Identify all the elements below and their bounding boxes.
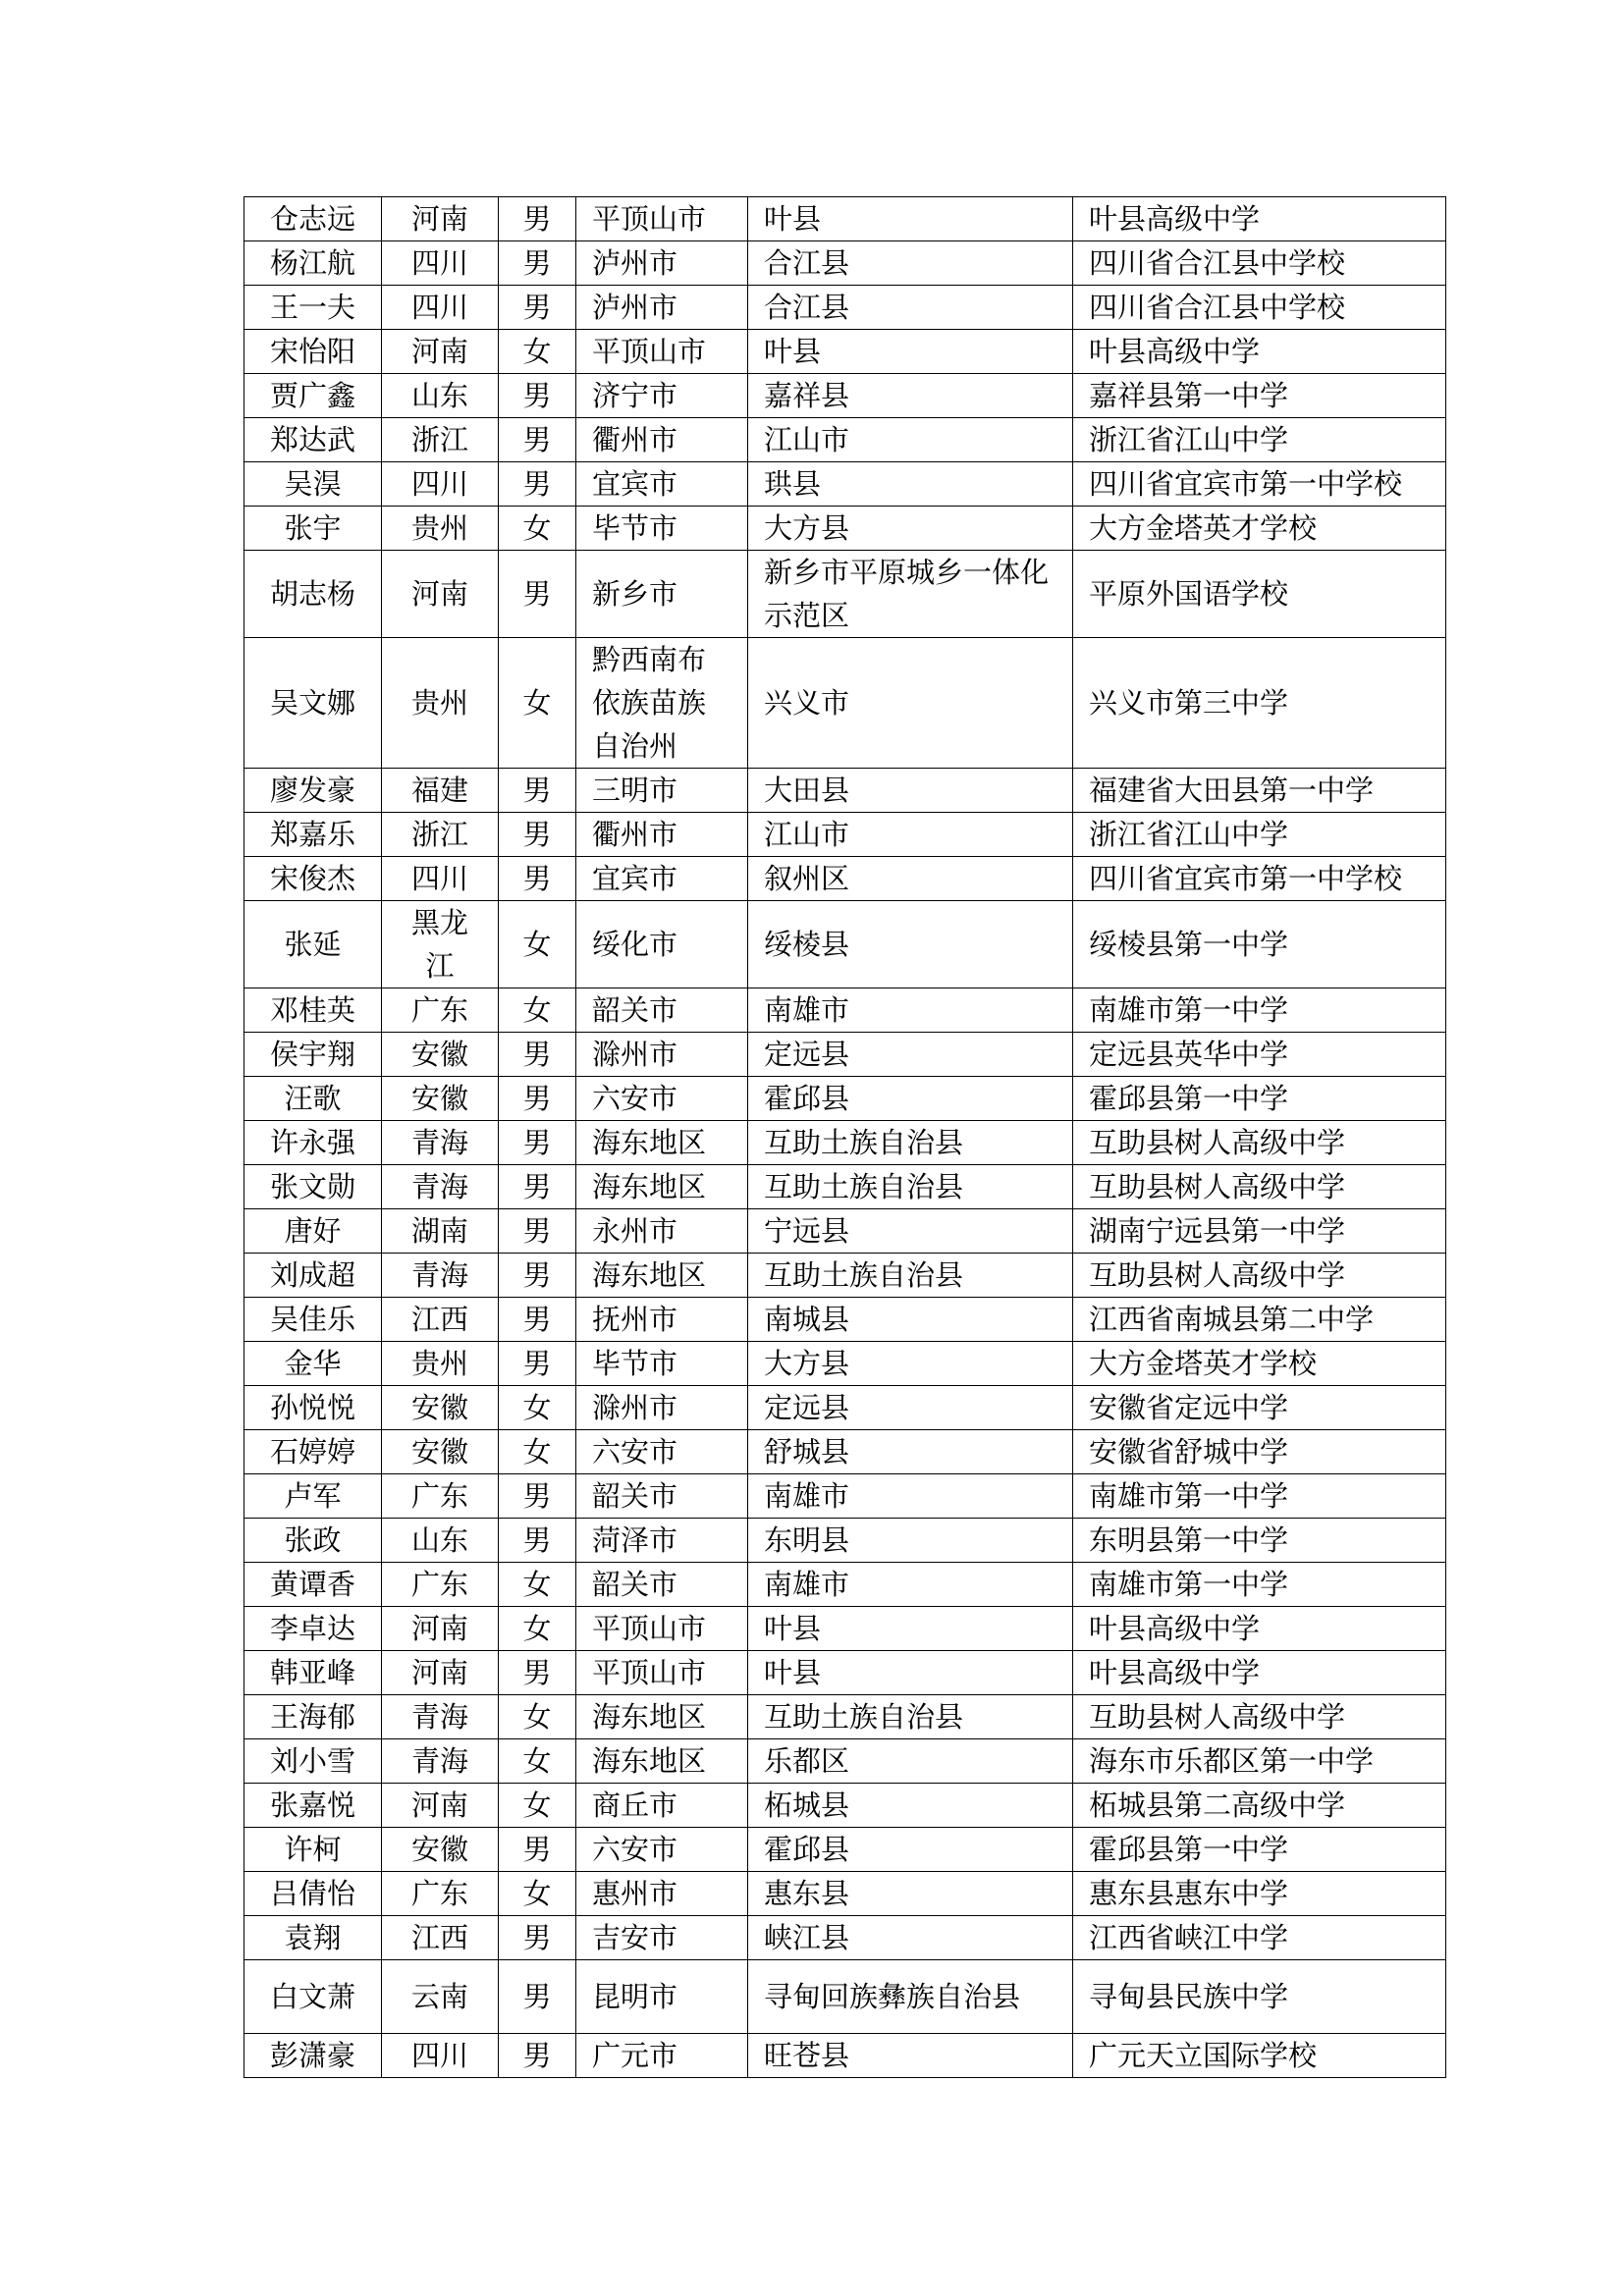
- school-cell: 叶县高级中学: [1073, 197, 1446, 241]
- name-cell: 王海郁: [244, 1695, 382, 1739]
- county-cell: 舒城县: [748, 1430, 1073, 1474]
- sex-cell: 男: [499, 1828, 576, 1872]
- table-row: [244, 241, 1446, 286]
- city-cell: 平顶山市: [576, 197, 748, 241]
- province-cell: 广东: [382, 988, 499, 1033]
- table-row: [244, 1784, 1446, 1828]
- county-cell: 绥棱县: [748, 901, 1073, 988]
- table-row: [244, 1651, 1446, 1695]
- province-cell: 云南: [382, 1960, 499, 2034]
- school-cell: 大方金塔英才学校: [1073, 507, 1446, 551]
- sex-cell: 女: [499, 1695, 576, 1739]
- province-cell: 山东: [382, 1519, 499, 1563]
- city-cell: 吉安市: [576, 1916, 748, 1960]
- school-cell: 南雄市第一中学: [1073, 1474, 1446, 1519]
- name-cell: 黄谭香: [244, 1563, 382, 1607]
- province-cell: 河南: [382, 330, 499, 374]
- name-cell: 白文萧: [244, 1960, 382, 2034]
- city-cell: 广元市: [576, 2034, 748, 2078]
- school-cell: 大方金塔英才学校: [1073, 1342, 1446, 1386]
- name-cell: 张嘉悦: [244, 1784, 382, 1828]
- county-cell: 大方县: [748, 507, 1073, 551]
- sex-cell: 男: [499, 1209, 576, 1254]
- school-cell: 浙江省江山中学: [1073, 813, 1446, 857]
- school-cell: 互助县树人高级中学: [1073, 1165, 1446, 1209]
- city-cell: 绥化市: [576, 901, 748, 988]
- table-row: [244, 1033, 1446, 1077]
- table-row: [244, 551, 1446, 638]
- city-cell: 六安市: [576, 1077, 748, 1121]
- city-cell: 海东地区: [576, 1254, 748, 1298]
- sex-cell: 女: [499, 1386, 576, 1430]
- province-cell: 福建: [382, 769, 499, 813]
- province-cell: 河南: [382, 551, 499, 638]
- name-cell: 吴文娜: [244, 638, 382, 769]
- table-row: [244, 1519, 1446, 1563]
- table-row: [244, 1916, 1446, 1960]
- sex-cell: 男: [499, 286, 576, 330]
- table-row: [244, 1695, 1446, 1739]
- sex-cell: 男: [499, 2034, 576, 2078]
- city-cell: 三明市: [576, 769, 748, 813]
- county-cell: 江山市: [748, 418, 1073, 462]
- province-cell: 四川: [382, 2034, 499, 2078]
- table-row: [244, 813, 1446, 857]
- name-cell: 郑达武: [244, 418, 382, 462]
- sex-cell: 女: [499, 901, 576, 988]
- sex-cell: 男: [499, 1033, 576, 1077]
- province-cell: 河南: [382, 1607, 499, 1651]
- sex-cell: 女: [499, 638, 576, 769]
- county-cell: 南雄市: [748, 1563, 1073, 1607]
- city-cell: 平顶山市: [576, 1607, 748, 1651]
- province-cell: 四川: [382, 241, 499, 286]
- county-cell: 乐都区: [748, 1739, 1073, 1784]
- name-cell: 李卓达: [244, 1607, 382, 1651]
- city-cell: 韶关市: [576, 1474, 748, 1519]
- county-cell: 合江县: [748, 241, 1073, 286]
- name-cell: 仓志远: [244, 197, 382, 241]
- province-cell: 浙江: [382, 418, 499, 462]
- sex-cell: 男: [499, 1077, 576, 1121]
- school-cell: 浙江省江山中学: [1073, 418, 1446, 462]
- sex-cell: 男: [499, 418, 576, 462]
- city-cell: 滁州市: [576, 1386, 748, 1430]
- sex-cell: 男: [499, 197, 576, 241]
- county-cell: 新乡市平原城乡一体化示范区: [748, 551, 1073, 638]
- province-cell: 青海: [382, 1739, 499, 1784]
- sex-cell: 男: [499, 1651, 576, 1695]
- county-cell: 霍邱县: [748, 1828, 1073, 1872]
- city-cell: 永州市: [576, 1209, 748, 1254]
- school-cell: 东明县第一中学: [1073, 1519, 1446, 1563]
- county-cell: 互助土族自治县: [748, 1254, 1073, 1298]
- county-cell: 寻甸回族彝族自治县: [748, 1960, 1073, 2034]
- city-cell: 济宁市: [576, 374, 748, 418]
- name-cell: 刘小雪: [244, 1739, 382, 1784]
- school-cell: 惠东县惠东中学: [1073, 1872, 1446, 1916]
- province-cell: 青海: [382, 1121, 499, 1165]
- table-row: [244, 1342, 1446, 1386]
- table-row: [244, 1386, 1446, 1430]
- school-cell: 定远县英华中学: [1073, 1033, 1446, 1077]
- province-cell: 江西: [382, 1916, 499, 1960]
- city-cell: 六安市: [576, 1828, 748, 1872]
- table-row: [244, 1607, 1446, 1651]
- province-cell: 贵州: [382, 1342, 499, 1386]
- table-row: [244, 1254, 1446, 1298]
- county-cell: 南雄市: [748, 988, 1073, 1033]
- table-row: [244, 1121, 1446, 1165]
- table-row: [244, 769, 1446, 813]
- school-cell: 互助县树人高级中学: [1073, 1121, 1446, 1165]
- name-cell: 汪歌: [244, 1077, 382, 1121]
- county-cell: 定远县: [748, 1386, 1073, 1430]
- province-cell: 浙江: [382, 813, 499, 857]
- province-cell: 江西: [382, 1298, 499, 1342]
- city-cell: 海东地区: [576, 1695, 748, 1739]
- sex-cell: 男: [499, 551, 576, 638]
- province-cell: 河南: [382, 1651, 499, 1695]
- school-cell: 嘉祥县第一中学: [1073, 374, 1446, 418]
- name-cell: 杨江航: [244, 241, 382, 286]
- name-cell: 吴佳乐: [244, 1298, 382, 1342]
- province-cell: 河南: [382, 197, 499, 241]
- province-cell: 四川: [382, 857, 499, 901]
- school-cell: 南雄市第一中学: [1073, 988, 1446, 1033]
- county-cell: 叶县: [748, 1607, 1073, 1651]
- county-cell: 兴义市: [748, 638, 1073, 769]
- county-cell: 大田县: [748, 769, 1073, 813]
- name-cell: 唐好: [244, 1209, 382, 1254]
- city-cell: 泸州市: [576, 286, 748, 330]
- sex-cell: 男: [499, 1121, 576, 1165]
- city-cell: 海东地区: [576, 1739, 748, 1784]
- name-cell: 宋怡阳: [244, 330, 382, 374]
- school-cell: 叶县高级中学: [1073, 330, 1446, 374]
- school-cell: 南雄市第一中学: [1073, 1563, 1446, 1607]
- county-cell: 柘城县: [748, 1784, 1073, 1828]
- province-cell: 贵州: [382, 638, 499, 769]
- county-cell: 叶县: [748, 330, 1073, 374]
- school-cell: 安徽省定远中学: [1073, 1386, 1446, 1430]
- sex-cell: 男: [499, 1254, 576, 1298]
- city-cell: 海东地区: [576, 1121, 748, 1165]
- table-row: [244, 988, 1446, 1033]
- school-cell: 海东市乐都区第一中学: [1073, 1739, 1446, 1784]
- table-row: [244, 1739, 1446, 1784]
- province-cell: 山东: [382, 374, 499, 418]
- school-cell: 四川省合江县中学校: [1073, 286, 1446, 330]
- school-cell: 广元天立国际学校: [1073, 2034, 1446, 2078]
- name-cell: 金华: [244, 1342, 382, 1386]
- county-cell: 嘉祥县: [748, 374, 1073, 418]
- table-row: [244, 1165, 1446, 1209]
- province-cell: 贵州: [382, 507, 499, 551]
- table-row: [244, 1430, 1446, 1474]
- sex-cell: 男: [499, 241, 576, 286]
- table-row: [244, 1077, 1446, 1121]
- table-row: [244, 418, 1446, 462]
- sex-cell: 女: [499, 988, 576, 1033]
- city-cell: 宜宾市: [576, 462, 748, 507]
- sex-cell: 女: [499, 1563, 576, 1607]
- table-row: [244, 638, 1446, 769]
- name-cell: 韩亚峰: [244, 1651, 382, 1695]
- table-row: [244, 857, 1446, 901]
- county-cell: 互助土族自治县: [748, 1165, 1073, 1209]
- sex-cell: 男: [499, 462, 576, 507]
- county-cell: 叶县: [748, 197, 1073, 241]
- county-cell: 互助土族自治县: [748, 1121, 1073, 1165]
- province-cell: 四川: [382, 462, 499, 507]
- table-row: [244, 1960, 1446, 2034]
- province-cell: 青海: [382, 1254, 499, 1298]
- province-cell: 安徽: [382, 1033, 499, 1077]
- city-cell: 韶关市: [576, 1563, 748, 1607]
- city-cell: 惠州市: [576, 1872, 748, 1916]
- sex-cell: 女: [499, 1784, 576, 1828]
- city-cell: 衢州市: [576, 418, 748, 462]
- province-cell: 安徽: [382, 1430, 499, 1474]
- table-row: [244, 1828, 1446, 1872]
- county-cell: 惠东县: [748, 1872, 1073, 1916]
- table-row: [244, 2034, 1446, 2078]
- county-cell: 峡江县: [748, 1916, 1073, 1960]
- name-cell: 彭潇豪: [244, 2034, 382, 2078]
- table-row: [244, 1298, 1446, 1342]
- province-cell: 广东: [382, 1563, 499, 1607]
- county-cell: 大方县: [748, 1342, 1073, 1386]
- county-cell: 叙州区: [748, 857, 1073, 901]
- name-cell: 张宇: [244, 507, 382, 551]
- name-cell: 廖发豪: [244, 769, 382, 813]
- city-cell: 黔西南布依族苗族自治州: [576, 638, 748, 769]
- province-cell: 安徽: [382, 1386, 499, 1430]
- county-cell: 南城县: [748, 1298, 1073, 1342]
- school-cell: 绥棱县第一中学: [1073, 901, 1446, 988]
- school-cell: 兴义市第三中学: [1073, 638, 1446, 769]
- name-cell: 许永强: [244, 1121, 382, 1165]
- city-cell: 海东地区: [576, 1165, 748, 1209]
- name-cell: 宋俊杰: [244, 857, 382, 901]
- sex-cell: 男: [499, 1519, 576, 1563]
- city-cell: 六安市: [576, 1430, 748, 1474]
- name-cell: 邓桂英: [244, 988, 382, 1033]
- student-roster-table: [244, 196, 1446, 2078]
- province-cell: 广东: [382, 1872, 499, 1916]
- school-cell: 安徽省舒城中学: [1073, 1430, 1446, 1474]
- sex-cell: 男: [499, 1960, 576, 2034]
- name-cell: 胡志杨: [244, 551, 382, 638]
- county-cell: 霍邱县: [748, 1077, 1073, 1121]
- sex-cell: 男: [499, 1165, 576, 1209]
- table-row: [244, 1209, 1446, 1254]
- county-cell: 珙县: [748, 462, 1073, 507]
- city-cell: 商丘市: [576, 1784, 748, 1828]
- table-row: [244, 330, 1446, 374]
- city-cell: 平顶山市: [576, 1651, 748, 1695]
- school-cell: 互助县树人高级中学: [1073, 1695, 1446, 1739]
- school-cell: 柘城县第二高级中学: [1073, 1784, 1446, 1828]
- city-cell: 毕节市: [576, 1342, 748, 1386]
- table-row: [244, 507, 1446, 551]
- name-cell: 刘成超: [244, 1254, 382, 1298]
- sex-cell: 女: [499, 507, 576, 551]
- county-cell: 叶县: [748, 1651, 1073, 1695]
- province-cell: 黑龙江: [382, 901, 499, 988]
- name-cell: 贾广鑫: [244, 374, 382, 418]
- city-cell: 衢州市: [576, 813, 748, 857]
- sex-cell: 男: [499, 1342, 576, 1386]
- school-cell: 叶县高级中学: [1073, 1651, 1446, 1695]
- school-cell: 四川省合江县中学校: [1073, 241, 1446, 286]
- city-cell: 新乡市: [576, 551, 748, 638]
- sex-cell: 男: [499, 374, 576, 418]
- table-row: [244, 374, 1446, 418]
- school-cell: 霍邱县第一中学: [1073, 1828, 1446, 1872]
- name-cell: 张文勋: [244, 1165, 382, 1209]
- name-cell: 袁翔: [244, 1916, 382, 1960]
- city-cell: 毕节市: [576, 507, 748, 551]
- county-cell: 合江县: [748, 286, 1073, 330]
- school-cell: 四川省宜宾市第一中学校: [1073, 462, 1446, 507]
- city-cell: 滁州市: [576, 1033, 748, 1077]
- county-cell: 定远县: [748, 1033, 1073, 1077]
- school-cell: 互助县树人高级中学: [1073, 1254, 1446, 1298]
- county-cell: 旺苍县: [748, 2034, 1073, 2078]
- name-cell: 吴淏: [244, 462, 382, 507]
- school-cell: 江西省南城县第二中学: [1073, 1298, 1446, 1342]
- table-row: [244, 1563, 1446, 1607]
- sex-cell: 女: [499, 1872, 576, 1916]
- province-cell: 湖南: [382, 1209, 499, 1254]
- school-cell: 叶县高级中学: [1073, 1607, 1446, 1651]
- county-cell: 宁远县: [748, 1209, 1073, 1254]
- name-cell: 王一夫: [244, 286, 382, 330]
- table-row: [244, 1474, 1446, 1519]
- school-cell: 湖南宁远县第一中学: [1073, 1209, 1446, 1254]
- name-cell: 郑嘉乐: [244, 813, 382, 857]
- sex-cell: 男: [499, 1916, 576, 1960]
- county-cell: 东明县: [748, 1519, 1073, 1563]
- name-cell: 张延: [244, 901, 382, 988]
- roster-body: [244, 197, 1446, 2078]
- province-cell: 广东: [382, 1474, 499, 1519]
- school-cell: 霍邱县第一中学: [1073, 1077, 1446, 1121]
- table-row: [244, 901, 1446, 988]
- name-cell: 侯宇翔: [244, 1033, 382, 1077]
- sex-cell: 男: [499, 813, 576, 857]
- name-cell: 张政: [244, 1519, 382, 1563]
- name-cell: 孙悦悦: [244, 1386, 382, 1430]
- city-cell: 菏泽市: [576, 1519, 748, 1563]
- table-row: [244, 197, 1446, 241]
- province-cell: 河南: [382, 1784, 499, 1828]
- province-cell: 青海: [382, 1165, 499, 1209]
- county-cell: 南雄市: [748, 1474, 1073, 1519]
- province-cell: 安徽: [382, 1077, 499, 1121]
- table-row: [244, 1872, 1446, 1916]
- table-row: [244, 462, 1446, 507]
- province-cell: 青海: [382, 1695, 499, 1739]
- city-cell: 抚州市: [576, 1298, 748, 1342]
- sex-cell: 男: [499, 1474, 576, 1519]
- county-cell: 江山市: [748, 813, 1073, 857]
- name-cell: 石婷婷: [244, 1430, 382, 1474]
- province-cell: 四川: [382, 286, 499, 330]
- sex-cell: 女: [499, 330, 576, 374]
- sex-cell: 女: [499, 1739, 576, 1784]
- city-cell: 韶关市: [576, 988, 748, 1033]
- county-cell: 互助土族自治县: [748, 1695, 1073, 1739]
- city-cell: 宜宾市: [576, 857, 748, 901]
- school-cell: 平原外国语学校: [1073, 551, 1446, 638]
- city-cell: 泸州市: [576, 241, 748, 286]
- sex-cell: 女: [499, 1607, 576, 1651]
- sex-cell: 男: [499, 1298, 576, 1342]
- sex-cell: 男: [499, 769, 576, 813]
- city-cell: 平顶山市: [576, 330, 748, 374]
- province-cell: 安徽: [382, 1828, 499, 1872]
- name-cell: 吕倩怡: [244, 1872, 382, 1916]
- table-row: [244, 286, 1446, 330]
- name-cell: 卢军: [244, 1474, 382, 1519]
- school-cell: 江西省峡江中学: [1073, 1916, 1446, 1960]
- city-cell: 昆明市: [576, 1960, 748, 2034]
- school-cell: 寻甸县民族中学: [1073, 1960, 1446, 2034]
- sex-cell: 男: [499, 857, 576, 901]
- school-cell: 福建省大田县第一中学: [1073, 769, 1446, 813]
- school-cell: 四川省宜宾市第一中学校: [1073, 857, 1446, 901]
- name-cell: 许柯: [244, 1828, 382, 1872]
- sex-cell: 女: [499, 1430, 576, 1474]
